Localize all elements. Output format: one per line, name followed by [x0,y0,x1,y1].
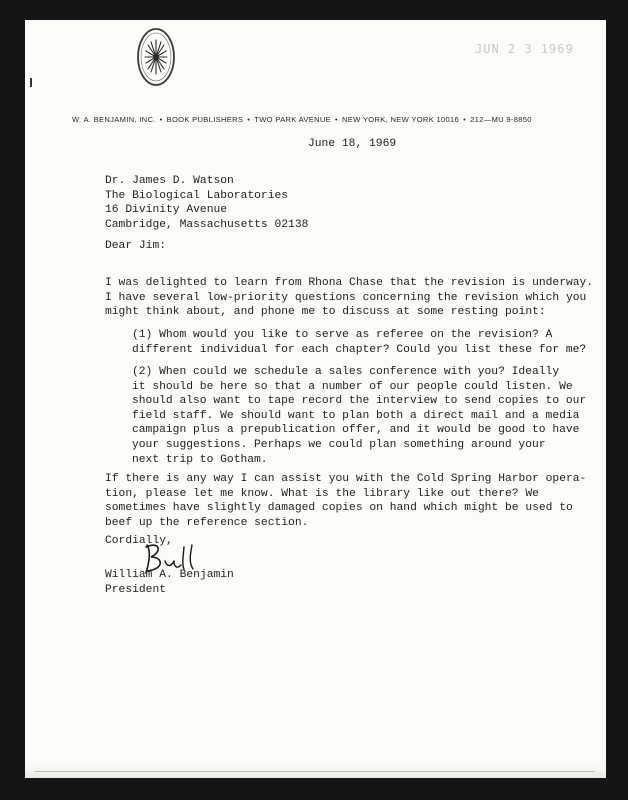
letter-page [25,20,606,778]
letterhead-company: W. A. BENJAMIN, INC. [72,115,156,124]
letterhead-separator: • [463,115,467,124]
paragraph-line: tion, please let me know. What is the library like out there? We [105,487,539,500]
paragraph-line: different individual for each chapter? Could you list these for me? [132,343,587,356]
paragraph-line: should also want to tape record the interview to send copies to our [132,395,587,408]
paragraph-line: I was delighted to learn from Rhona Chase that the revision is underway. [105,277,594,289]
paragraph-line: field staff. We should want to plan both a direct mail and a media [132,409,580,422]
paragraph-line: beef up the reference section. [105,516,309,529]
page-bottom-rule [35,771,595,772]
paragraph-line: I have several low-priority questions concerning the revision which you [105,291,587,304]
margin-mark [30,78,32,87]
opening-paragraph [105,276,593,320]
paragraph-line: it should be here so that a number of our people could listen. We [132,380,573,393]
question-item-1 [132,328,586,357]
paragraph-line: (2) When could we schedule a sales conference with you? Ideally [132,366,560,378]
letterhead-phone: 212—MU 9-8850 [470,115,532,124]
question-item-2 [132,365,586,467]
signer-title: President [105,583,167,596]
received-date-stamp: JUN 2 3 1969 [475,42,574,56]
paragraph-line: next trip to Gotham. [132,453,268,466]
letter-date: June 18, 1969 [308,138,397,150]
address-line: 16 Divinity Avenue [105,204,228,217]
letterhead-separator: • [247,115,251,124]
letterhead-separator: • [335,115,339,124]
address-line: Cambridge, Massachusetts 02138 [105,218,309,231]
closing-paragraph [105,472,586,530]
complimentary-close: Cordially, [105,535,173,547]
recipient-address [105,174,308,232]
paragraph-line: might think about, and phone me to discuss at some resting point: [105,306,546,319]
paragraph-line: If there is any way I can assist you with the Cold Spring Harbor opera- [105,473,587,485]
letterhead-city: NEW YORK, NEW YORK 10016 [342,115,460,124]
letterhead-separator: • [159,115,163,124]
letterhead-street: TWO PARK AVENUE [254,115,332,124]
paragraph-line: (1) Whom would you like to serve as referee on the revision? A [132,329,553,341]
letterhead-business: BOOK PUBLISHERS [166,115,244,124]
paragraph-line: campaign plus a prepublication offer, and it would be good to have [132,424,580,437]
paragraph-line: your suggestions. Perhaps we could plan something around your [132,438,546,451]
paragraph-line: sometimes have slightly damaged copies on hand which might be used to [105,502,573,515]
company-seal-logo [136,26,176,88]
signer-block [105,568,234,597]
salutation: Dear Jim: [105,240,167,252]
letterhead [72,115,592,124]
signer-name: William A. Benjamin [105,569,234,581]
address-line: The Biological Laboratories [105,189,289,202]
address-line: Dr. James D. Watson [105,175,234,187]
